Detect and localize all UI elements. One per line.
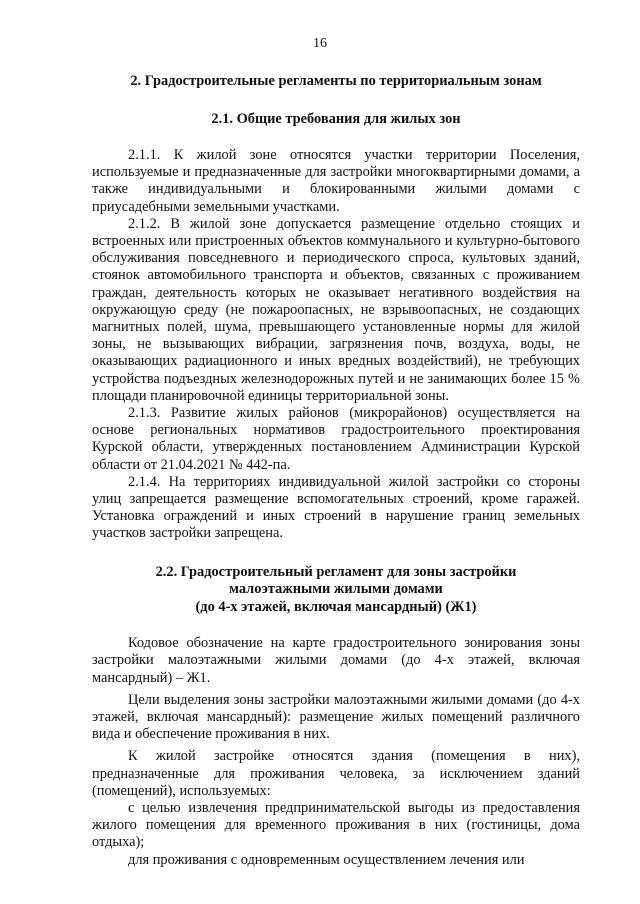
paragraph-2-1-2: 2.1.2. В жилой зоне допускается размещение отдельно стоящих и встроенных или пристроенных объектов коммунального и культурно-бытового обслуживания повседневного и периодического спроса, культовых зданий, стоянок автомобильного транспорта и объектов, связанных с проживанием граждан, деятельность которых не оказывает негативного воздействия на окружающую среду (не пожароопасных, не взрывоопасных, не создающих магнитных полей, шума, превышающего установленные нормы для жилой зоны, не вызывающих вибрации, загрязнения почв, воздуха, воды, не оказывающих радиационного и иных вредных воздействий), не требующих устройства подъездных железнодорожных путей и не занимающих более 15 % площади планировочной единицы территориальной зоны. — [92, 215, 580, 404]
paragraph-exclusion-treatment: для проживания с одновременным осуществлением лечения или — [128, 851, 525, 868]
subsection-2-title-line-3: (до 4-х этажей, включая мансардный) (Ж1) — [195, 598, 477, 615]
subsection-2-title — [92, 564, 580, 617]
document-body — [92, 73, 580, 869]
paragraph-2-1-4: 2.1.4. На территориях индивидуальной жилой застройки со стороны улиц запрещается размещение вспомогательных строений, кроме гаражей. Установка ограждений и иных строений в нарушение границ земельных участков застройки запрещена. — [92, 473, 580, 542]
section-title: 2. Градостроительные регламенты по территориальным зонам — [130, 73, 542, 89]
paragraph-2-1-3: 2.1.3. Развитие жилых районов (микрорайонов) осуществляется на основе региональных нормативов градостроительного проектирования Курской области, утвержденных постановлением Администрации Курской области от 21.04.2021 № 442-па. — [92, 405, 580, 473]
subsection-1-title: 2.1. Общие требования для жилых зон — [211, 110, 461, 127]
subsection-2-title-line-2: малоэтажными жилыми домами — [229, 581, 443, 598]
paragraph-zone-code: Кодовое обозначение на карте градостроительного зонирования зоны застройки малоэтажными жилыми домами (до 4-х этажей, включая мансардный) – Ж1. — [92, 635, 580, 686]
paragraph-2-1-1: 2.1.1. К жилой зоне относятся участки территории Поселения, используемые и предназначенные для застройки многоквартирными домами, а также индивидуальными и блокированными жилыми домами с приусадебными земельными участками. — [92, 147, 580, 215]
paragraph-residential-definition: К жилой застройке относятся здания (помещения в них), предназначенные для проживания человека, за исключением зданий (помещений), используемых: — [92, 748, 580, 799]
paragraph-exclusion-hotels: с целью извлечения предпринимательской выгоды из предоставления жилого помещения для временного проживания в них (гостиницы, дома отдыха); — [92, 800, 580, 851]
paragraph-zone-purpose: Цели выделения зоны застройки малоэтажными жилыми домами (до 4-х этажей, включая мансардный): размещение жилых помещений различного вида и обеспечение проживания в них. — [92, 691, 580, 743]
subsection-2-title-line-1: 2.2. Градостроительный регламент для зоны застройки — [155, 563, 517, 580]
page-number: 16 — [313, 36, 327, 51]
